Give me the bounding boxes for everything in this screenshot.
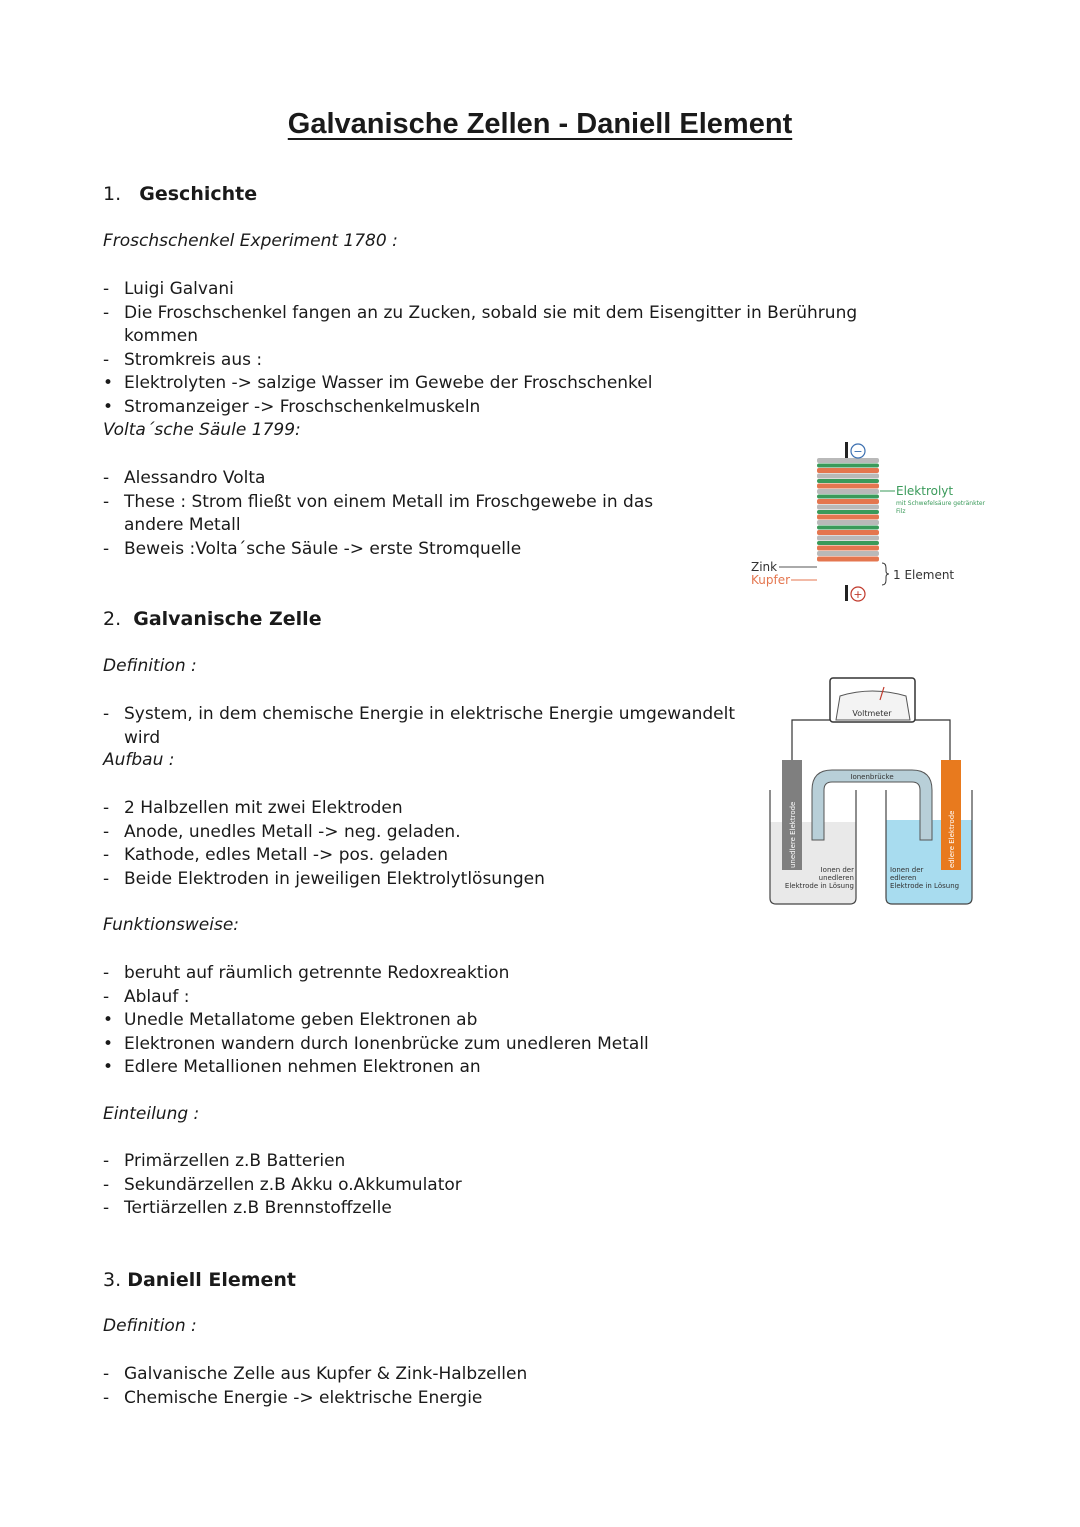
list-item-text: Galvanische Zelle aus Kupfer & Zink-Halbzellen bbox=[124, 1364, 528, 1384]
list-froschschenkel bbox=[103, 278, 923, 420]
list-item bbox=[103, 1387, 743, 1411]
bullet-dash: - bbox=[103, 868, 110, 889]
electrolyte-layer bbox=[817, 479, 879, 483]
list-item bbox=[103, 1174, 743, 1198]
list-item bbox=[103, 372, 923, 396]
list-item bbox=[103, 868, 743, 892]
section-number: 3. bbox=[103, 1269, 122, 1291]
list-item bbox=[103, 278, 923, 302]
element-brace bbox=[882, 563, 889, 585]
bullet-dash: - bbox=[103, 1174, 110, 1195]
list-item-text: 2 Halbzellen mit zwei Elektroden bbox=[124, 798, 403, 818]
list-item-text: Alessandro Volta bbox=[124, 468, 266, 488]
bullet-dash: - bbox=[103, 1364, 110, 1384]
subheading-einteilung: Einteilung : bbox=[103, 1104, 200, 1124]
list-item bbox=[103, 538, 703, 562]
galvanic-cell-figure bbox=[760, 672, 990, 912]
list-item bbox=[103, 986, 743, 1010]
list-item-text: System, in dem chemische Energie in elektrische Energie umgewandelt wird bbox=[124, 704, 736, 748]
pile-plates bbox=[817, 458, 879, 562]
voltmeter-label: Voltmeter bbox=[852, 709, 892, 718]
bullet-dash: - bbox=[103, 538, 110, 559]
list-item-text: Sekundärzellen z.B Akku o.Akkumulator bbox=[124, 1174, 462, 1195]
list-item bbox=[103, 302, 923, 349]
list-volta bbox=[103, 467, 703, 561]
bullet-dash: - bbox=[103, 1387, 110, 1408]
subheading-funktionsweise: Funktionsweise: bbox=[103, 915, 240, 935]
left-solution-label: unedleren bbox=[818, 874, 854, 882]
list-item-text: Elektronen wandern durch Ionenbrücke zum unedleren Metall bbox=[124, 1033, 649, 1054]
section-title: Geschichte bbox=[139, 183, 258, 205]
section-title: Daniell Element bbox=[127, 1269, 297, 1291]
list-item bbox=[103, 1033, 743, 1057]
list-item-text: Elektrolyten -> salzige Wasser im Gewebe der Froschschenkel bbox=[124, 373, 653, 394]
electrolyte-layer bbox=[817, 526, 879, 530]
element-label: 1 Element bbox=[893, 568, 955, 582]
list-item bbox=[103, 396, 923, 420]
bullet-dash: - bbox=[103, 1151, 110, 1171]
elektrolyt-note: mit Schwefelsäure getränkter bbox=[896, 500, 986, 507]
wire-right bbox=[915, 720, 950, 760]
elektrolyt-note: Filz bbox=[896, 508, 906, 515]
zinc-plate bbox=[817, 489, 879, 494]
bullet-dash: - bbox=[103, 845, 110, 866]
bullet-dash: - bbox=[103, 302, 110, 323]
list-item-text: Edlere Metallionen nehmen Elektronen an bbox=[124, 1057, 481, 1078]
list-item-text: Beweis :Volta´sche Säule -> erste Stromquelle bbox=[124, 538, 522, 559]
list-item bbox=[103, 1197, 743, 1221]
copper-plate bbox=[817, 557, 879, 562]
list-einteilung bbox=[103, 1150, 743, 1221]
bullet-dash: - bbox=[103, 798, 110, 818]
subheading-definition: Definition : bbox=[103, 1316, 197, 1336]
minus-sign: − bbox=[853, 445, 863, 458]
bullet-dash: - bbox=[103, 986, 110, 1007]
section-1-heading bbox=[103, 183, 257, 205]
subheading-definition: Definition : bbox=[103, 656, 197, 676]
copper-plate bbox=[817, 499, 879, 504]
section-2-heading bbox=[103, 608, 322, 630]
zinc-plate bbox=[817, 474, 879, 479]
list-item bbox=[103, 821, 743, 845]
list-item bbox=[103, 703, 763, 750]
list-item-text: Stromanzeiger -> Froschschenkelmuskeln bbox=[124, 396, 481, 417]
list-item bbox=[103, 491, 703, 538]
list-item-text: Kathode, edles Metall -> pos. geladen bbox=[124, 845, 448, 866]
zinc-plate bbox=[817, 520, 879, 525]
zinc-plate bbox=[817, 505, 879, 510]
right-solution-label: edleren bbox=[890, 874, 917, 882]
wire-left bbox=[792, 720, 830, 760]
list-item-text: Luigi Galvani bbox=[124, 279, 234, 299]
list-funktionsweise bbox=[103, 962, 743, 1080]
left-solution-label: Elektrode in Lösung bbox=[784, 882, 854, 890]
positive-terminal bbox=[845, 585, 848, 601]
page-title: Galvanische Zellen - Daniell Element bbox=[287, 108, 793, 140]
volta-pile-figure bbox=[745, 440, 1005, 610]
negative-terminal bbox=[845, 442, 848, 458]
right-electrode-label: edlere Elektrode bbox=[948, 810, 956, 868]
bullet-dash: - bbox=[103, 963, 110, 983]
copper-plate bbox=[817, 468, 879, 473]
subheading-volta: Volta´sche Säule 1799: bbox=[103, 420, 301, 440]
electrolyte-layer bbox=[817, 541, 879, 545]
list-item bbox=[103, 467, 703, 491]
electrolyte-layer bbox=[817, 495, 879, 499]
plus-sign: + bbox=[853, 588, 863, 601]
bullet-dash: - bbox=[103, 349, 110, 370]
bullet-dash: - bbox=[103, 1198, 110, 1219]
list-item-text: Unedle Metallatome geben Elektronen ab bbox=[124, 1010, 478, 1031]
list-item bbox=[103, 962, 743, 986]
list-item bbox=[103, 797, 743, 821]
bullet-dot: • bbox=[103, 1057, 114, 1078]
copper-plate bbox=[817, 530, 879, 535]
list-item-text: Ablauf : bbox=[124, 986, 190, 1007]
subheading-aufbau: Aufbau : bbox=[103, 750, 175, 770]
list-item-text: beruht auf räumlich getrennte Redoxreaktion bbox=[124, 963, 510, 983]
list-definition bbox=[103, 703, 763, 750]
bullet-dash: - bbox=[103, 821, 110, 842]
zinc-plate bbox=[817, 536, 879, 541]
copper-plate bbox=[817, 484, 879, 489]
section-title: Galvanische Zelle bbox=[133, 608, 322, 630]
list-item-text: Anode, unedles Metall -> neg. geladen. bbox=[124, 821, 461, 842]
left-electrode-label: unedlere Elektrode bbox=[789, 801, 797, 868]
list-item-text: Chemische Energie -> elektrische Energie bbox=[124, 1387, 483, 1408]
list-item-text: Beide Elektroden in jeweiligen Elektrolytlösungen bbox=[124, 868, 545, 889]
kupfer-label: Kupfer bbox=[751, 573, 791, 587]
elektrolyt-label: Elektrolyt bbox=[896, 484, 954, 498]
list-item bbox=[103, 1363, 743, 1387]
list-item bbox=[103, 349, 923, 373]
section-number: 2. bbox=[103, 608, 122, 630]
list-item-text: These : Strom fließt von einem Metall im Froschgewebe in das andere Metall bbox=[124, 491, 654, 536]
bullet-dash: - bbox=[103, 704, 110, 724]
list-item-text: Stromkreis aus : bbox=[124, 349, 263, 370]
section-number: 1. bbox=[103, 183, 122, 205]
bullet-dash: - bbox=[103, 468, 110, 488]
list-aufbau bbox=[103, 797, 743, 891]
zinc-plate bbox=[817, 551, 879, 556]
salt-bridge-label: Ionenbrücke bbox=[850, 773, 894, 781]
list-item bbox=[103, 1150, 743, 1174]
bullet-dash: - bbox=[103, 491, 110, 512]
bullet-dot: • bbox=[103, 1033, 114, 1054]
bullet-dot: • bbox=[103, 373, 114, 394]
right-solution-label: Ionen der bbox=[890, 866, 924, 874]
list-item-text: Die Froschschenkel fangen an zu Zucken, sobald sie mit dem Eisengitter in Berührung kommen bbox=[124, 302, 858, 347]
bullet-dot: • bbox=[103, 396, 114, 417]
bullet-dot: • bbox=[103, 1010, 114, 1031]
copper-plate bbox=[817, 515, 879, 520]
left-solution-label: Ionen der bbox=[820, 866, 854, 874]
bullet-dash: - bbox=[103, 279, 110, 299]
electrolyte-layer bbox=[817, 510, 879, 514]
list-item bbox=[103, 844, 743, 868]
right-solution-label: Elektrode in Lösung bbox=[890, 882, 960, 890]
list-item-text: Primärzellen z.B Batterien bbox=[124, 1151, 346, 1171]
zink-label: Zink bbox=[751, 560, 778, 574]
section-3-heading bbox=[103, 1269, 296, 1291]
list-daniell-definition bbox=[103, 1363, 743, 1410]
list-item bbox=[103, 1009, 743, 1033]
subheading-froschschenkel: Froschschenkel Experiment 1780 : bbox=[103, 231, 398, 251]
copper-plate bbox=[817, 546, 879, 551]
list-item bbox=[103, 1056, 743, 1080]
zinc-plate bbox=[817, 458, 879, 463]
list-item-text: Tertiärzellen z.B Brennstoffzelle bbox=[124, 1198, 392, 1219]
electrolyte-layer bbox=[817, 464, 879, 468]
